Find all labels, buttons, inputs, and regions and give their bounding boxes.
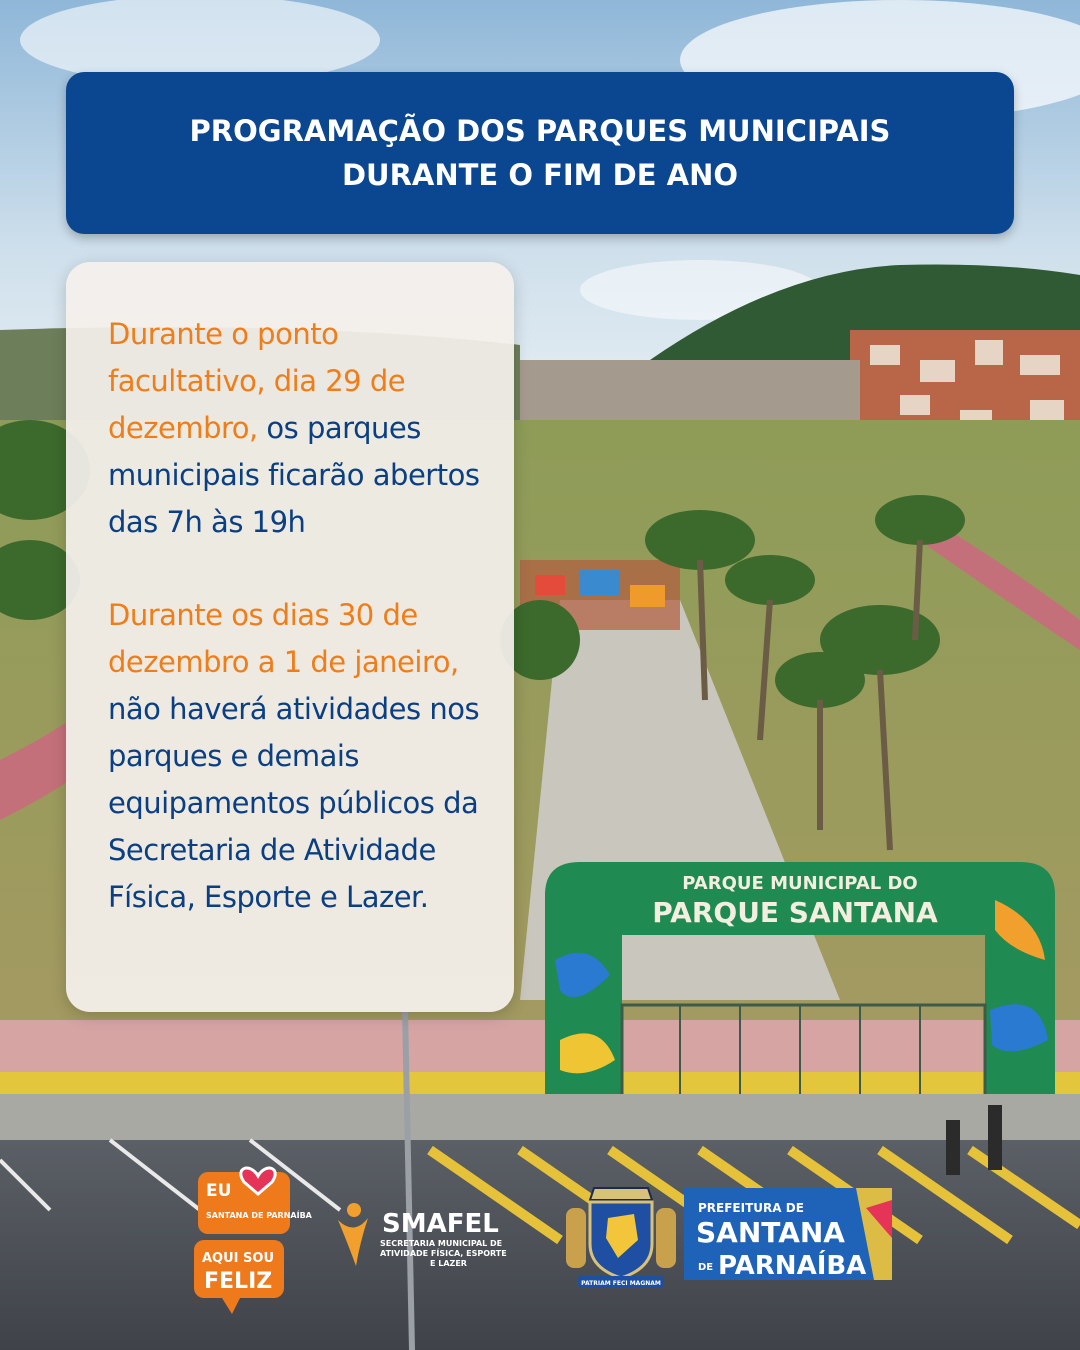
svg-text:E LAZER: E LAZER bbox=[430, 1259, 467, 1268]
notice-p1-highlight: Durante o ponto facultativo, dia 29 de dezembro, bbox=[108, 317, 406, 445]
svg-text:FELIZ: FELIZ bbox=[204, 1269, 273, 1294]
smafel-logo bbox=[334, 1196, 544, 1272]
eu-santana-feliz-logo bbox=[192, 1158, 312, 1318]
notice-paragraph-1 bbox=[108, 311, 488, 546]
svg-text:DE: DE bbox=[698, 1262, 714, 1273]
prefeitura-santana-logo bbox=[556, 1178, 896, 1290]
svg-text:SMAFEL: SMAFEL bbox=[382, 1209, 499, 1239]
svg-text:PREFEITURA DE: PREFEITURA DE bbox=[698, 1201, 804, 1215]
header-title-line1: PROGRAMAÇÃO DOS PARQUES MUNICIPAIS bbox=[189, 114, 891, 148]
svg-text:EU: EU bbox=[206, 1181, 232, 1201]
svg-text:AQUI SOU: AQUI SOU bbox=[202, 1251, 275, 1266]
svg-text:SANTANA: SANTANA bbox=[696, 1216, 845, 1249]
park-sign-line2: PARQUE SANTANA bbox=[652, 896, 938, 929]
notice-p2-text: não haverá atividades nos parques e demais equipamentos públicos da Secretaria de Atividade Física, Esporte e Lazer. bbox=[108, 692, 480, 914]
header-title-line2: DURANTE O FIM DE ANO bbox=[341, 158, 738, 192]
header-banner bbox=[66, 72, 1014, 234]
notice-p2-highlight: Durante os dias 30 de dezembro a 1 de janeiro, bbox=[108, 598, 459, 679]
svg-text:PARNAÍBA: PARNAÍBA bbox=[718, 1251, 867, 1281]
svg-text:PATRIAM FECI MAGNAM: PATRIAM FECI MAGNAM bbox=[581, 1280, 661, 1287]
park-sign-line1: PARQUE MUNICIPAL DO bbox=[682, 873, 918, 894]
svg-text:SANTANA DE PARNAÍBA: SANTANA DE PARNAÍBA bbox=[206, 1211, 312, 1220]
svg-text:SECRETARIA MUNICIPAL DE: SECRETARIA MUNICIPAL DE bbox=[380, 1239, 503, 1248]
svg-text:ATIVIDADE FÍSICA, ESPORTE: ATIVIDADE FÍSICA, ESPORTE bbox=[380, 1249, 507, 1258]
notice-paragraph-2 bbox=[108, 592, 488, 921]
notice-p1-text: os parques municipais ficarão abertos das 7h às 19h bbox=[108, 411, 480, 539]
